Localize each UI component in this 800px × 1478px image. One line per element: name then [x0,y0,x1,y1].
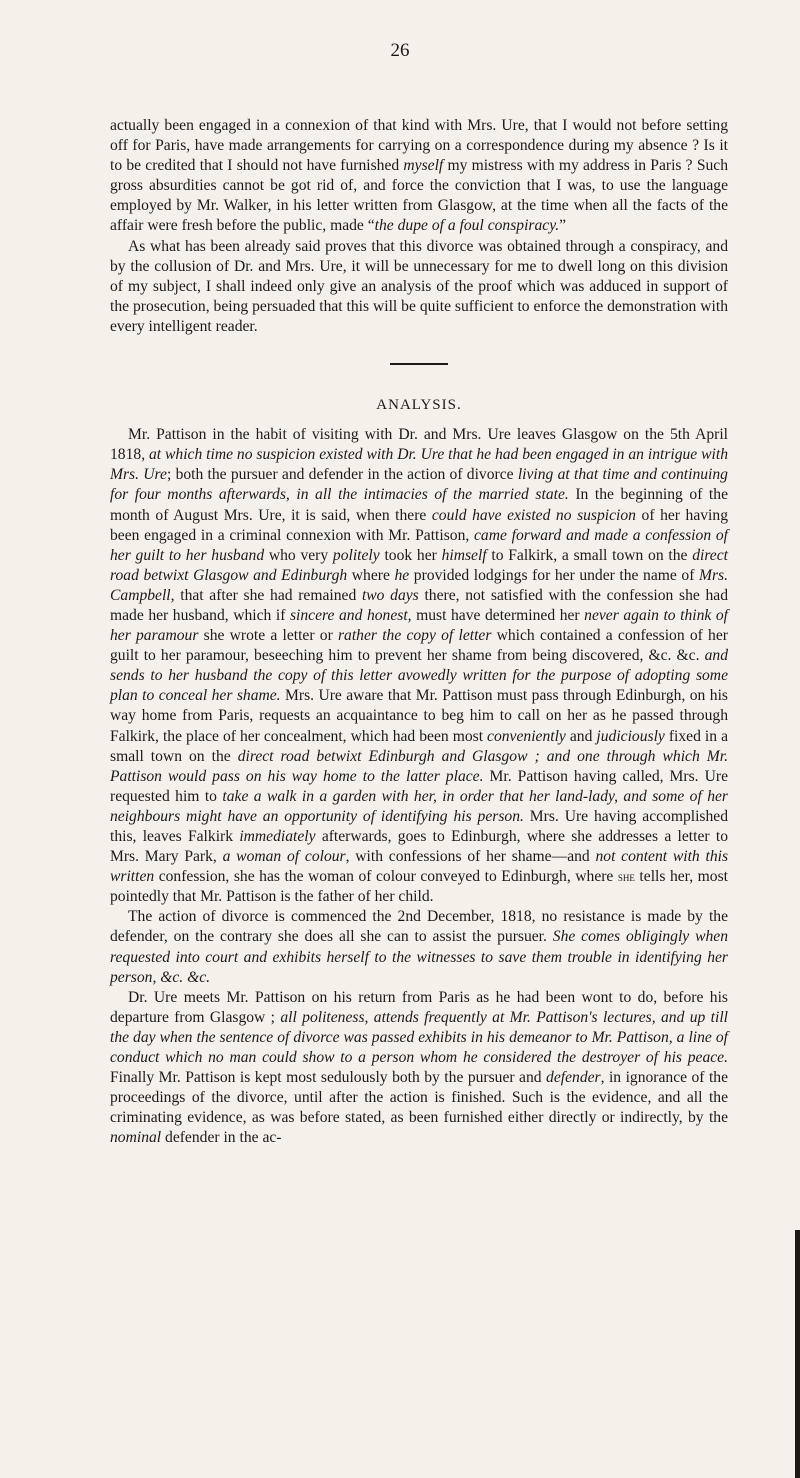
para5-italic-run: nominal [110,1129,162,1147]
para3-text-run: which contained a confession of her guilt to her paramour, beseeching him to prevent her shame from being discovered, &c. &c. [110,627,728,665]
para5-italic-run: defender [546,1069,601,1087]
para3-text-run: there, not satisfied with the confession she had made her husband, which if [110,586,729,624]
para5-italic-run: all politeness, attends frequently at Mr. Pattison's lectures, and up till the day when the sentence of divorce was passed exhibits in his demeanor to Mr. Pattison, a line of conduct which no man could show to a person whom he considered the destroyer of his peace. [110,1008,728,1067]
paragraph-5 [110,988,728,1149]
para3-text-run: confession, she has the woman of colour conveyed to Edinburgh, where [154,868,618,886]
para1-text-run: actually been engaged in a connexion of that kind with Mrs. Ure, that I would not before setting off for Paris, have made arrangements for carrying on a correspondence during my absence ? Is it to be credited that I should not have furnished [110,117,728,175]
para3-italic-run: he [394,566,410,584]
para1-text-run: my mistress with my address in Paris ? Such gross absurdities cannot be got rid of, and force the conviction that I was, to use the language employed by Mr. Walker, in his letter written from Glasgow, at the time when all the facts of the affair were fresh before the public, made “ [110,157,729,235]
para3-text-run: Mr. Pattison in the habit of visiting with Dr. and Mrs. Ure leaves Glasgow on the 5th April 1818, [110,426,728,464]
paragraph-1 [110,116,728,237]
para3-text-run: took her [379,546,442,564]
para3-text-run: she wrote a letter or [198,627,338,645]
para3-italic-run: take a walk in a garden with her, in order that her land-lady, and some of her neighbours might have an opportunity of identifying his person. [110,787,728,825]
para3-italic-run: judiciously [596,727,665,745]
para1-text-run: ” [559,217,567,235]
page-edge-shadow [795,1230,800,1478]
para3-italic-run: direct road betwixt Edinburgh and Glasgow ; and one through which Mr. Pattison would pass on his way home to the latter place. [110,747,728,785]
para3-text-run: of her having been engaged in a criminal connexion with Mr. Pattison, [110,506,728,544]
para3-smallcaps-run: she [617,869,635,885]
para5-text-run: , in ignorance of the proceedings of the divorce, until after the action is finished. Such is the evidence, and all the criminating evidence, as was before stated, as been furnished either directly or indirectly, by the [110,1069,729,1127]
para3-italic-run: immediately [239,828,316,845]
para3-italic-run: rather the copy of letter [337,627,492,645]
paragraph-3 [110,425,728,907]
para3-text-run: where [347,566,395,584]
para3-text-run: fixed in a small town on the [110,727,728,765]
para1-italic-run: myself [403,157,444,175]
para3-italic-run: two days [361,586,419,604]
section-heading: ANALYSIS. [376,397,462,414]
para4-text-run: The action of divorce is commenced the 2nd December, 1818, no resistance is made by the defender, on the contrary she does all she can to assist the pursuer. [110,908,728,946]
para5-text-run: Dr. Ure meets Mr. Pattison on his return from Paris as he had been wont to do, before his departure from Glasgow ; [110,988,728,1026]
para3-text-run: ; both the pursuer and defender in the action of divorce [166,466,518,484]
para3-text-run: Mrs. Ure having accomplished this, leaves Falkirk [110,807,729,845]
page-number: 26 [390,40,410,61]
paragraph-2 [110,237,728,337]
para3-italic-run: sincere and honest, [289,606,412,624]
para3-italic-run: himself [441,546,487,564]
para3-italic-run: and sends to her husband the copy of this letter avowedly written for the purpose of adopting some plan to conceal her shame. [110,647,728,705]
para3-italic-run: living at that time and continuing for four months afterwards, in all the intimacies of the married state. [110,466,728,504]
para3-text-run: must have determined her [411,606,585,624]
para3-italic-run: never again to think of her paramour [110,606,728,645]
paragraph-4 [110,907,728,987]
para3-text-run: and [565,727,597,745]
para3-italic-run: at which time no suspicion existed with Dr. Ure that he had been engaged in an intrigue with Mrs. Ure [110,446,728,484]
para3-italic-run: Mrs. Campbell, [110,566,728,604]
para3-text-run: who very [264,546,333,564]
para3-text-run: afterwards, goes to Edinburgh, where she addresses a letter to Mrs. Mary Park, [110,828,728,866]
section-divider [390,363,448,365]
para3-text-run: provided lodgings for her under the name of [409,566,699,584]
para3-text-run: that after she had remained [174,586,362,604]
para3-text-run: , with confessions of her shame—and [345,848,596,866]
para4-italic-run: She comes obligingly when requested into court and exhibits herself to the witnesses to save them trouble in identifying her person, &c. &c. [110,928,728,986]
para3-text-run: to Falkirk, a small town on the [486,546,693,564]
para3-text-run: Mr. Pattison having called, Mrs. Ure requested him to [110,767,728,805]
para1-italic-run: the dupe of a foul conspiracy. [374,217,560,235]
para3-italic-run: a woman of colour [222,848,346,866]
para3-text-run: Mrs. Ure aware that Mr. Pattison must pass through Edinburgh, on his way home from Paris, requests an acquaintance to beg him to call on her as he passed through Falkirk, the place of her concealment, which had been most [110,687,728,745]
body-text [110,116,728,1149]
para3-italic-run: came forward and made a confession of her guilt to her husband [110,526,728,564]
para3-text-run: In the beginning of the month of August Mrs. Ure, it is said, when there [110,486,728,524]
para3-italic-run: could have existed no suspicion [431,506,636,524]
para3-text-run: tells her, most pointedly that Mr. Pattison is the father of her child. [110,868,728,906]
para5-text-run: defender in the ac- [161,1129,282,1147]
para3-italic-run: conveniently [487,727,566,745]
para3-italic-run: politely [332,546,380,564]
para3-italic-run: direct road betwixt Glasgow and Edinburgh [110,546,728,584]
para3-italic-run: not content with this written [110,848,729,886]
para5-text-run: Finally Mr. Pattison is kept most sedulously both by the pursuer and [110,1069,547,1087]
para2-text-run: As what has been already said proves that this divorce was obtained through a conspiracy, and by the collusion of Dr. and Mrs. Ure, it will be unnecessary for me to dwell long on this division of my subject, I shall indeed only give an analysis of the proof which was adduced in support of the prosecution, being persuaded that this will be quite sufficient to enforce the demonstration with every intelligent reader. [110,237,728,335]
